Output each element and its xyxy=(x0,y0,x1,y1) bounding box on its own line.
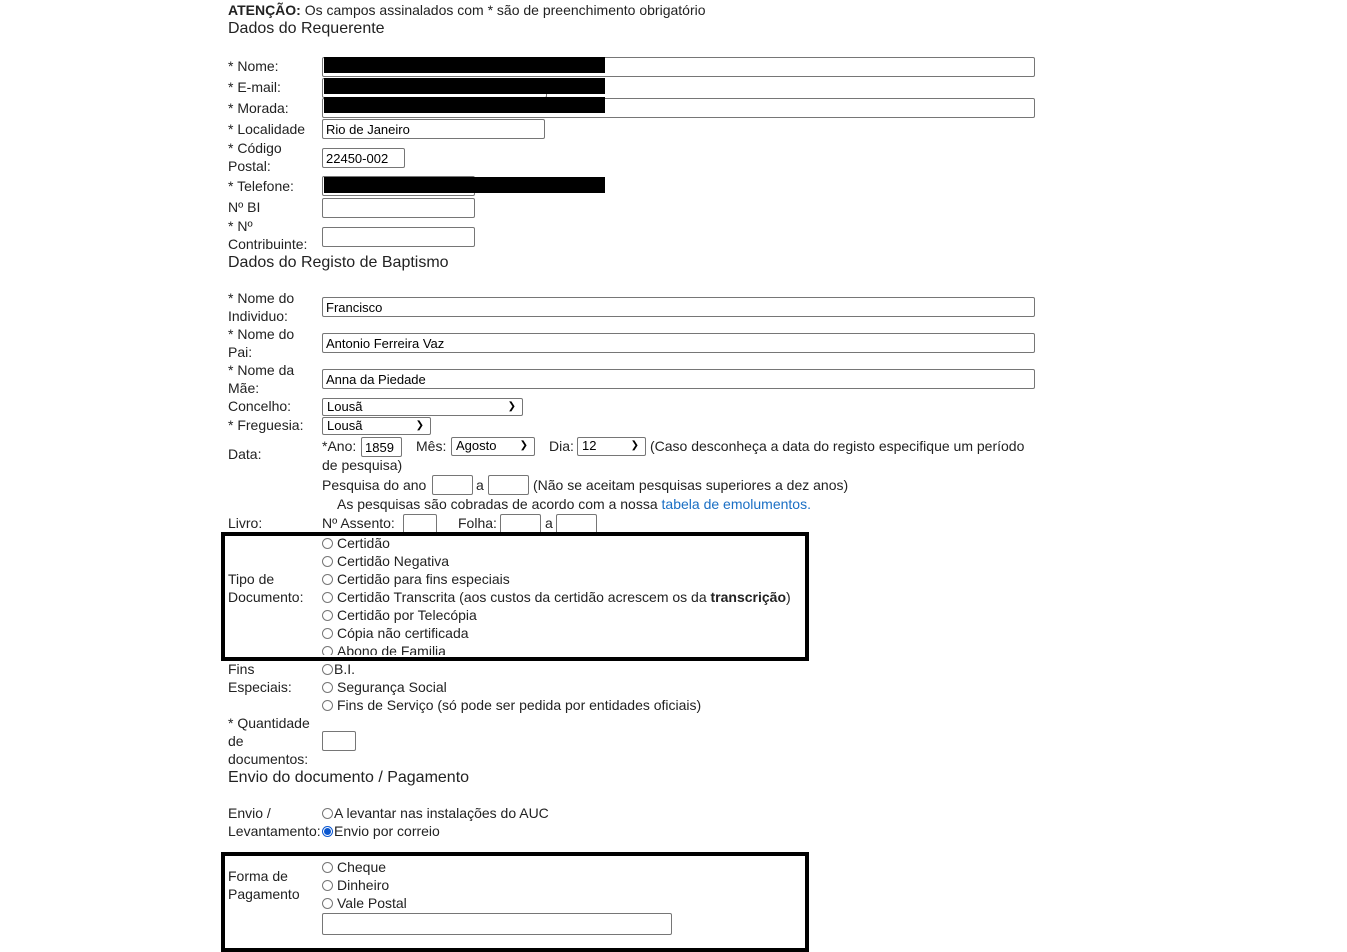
contribuinte-label-1: * Nº xyxy=(228,218,253,234)
email-label: * E-mail: xyxy=(228,79,281,95)
option-label: Certidão Transcrita (aos custos da certidão acrescem os da xyxy=(337,589,711,605)
envio-label-2: Levantamento: xyxy=(228,823,321,839)
quantidade-label-1: * Quantidade xyxy=(228,715,310,731)
tipo-documento-label-2: Documento: xyxy=(228,589,304,605)
fins-label-2: Especiais: xyxy=(228,679,292,695)
option-label: Dinheiro xyxy=(337,877,390,893)
individuo-input[interactable] xyxy=(322,297,1035,317)
envio-label-1: Envio / xyxy=(228,805,271,821)
freguesia-value: Lousã xyxy=(327,418,363,433)
radio-button[interactable] xyxy=(322,700,333,711)
folha-a-label: a xyxy=(545,515,553,531)
radio-button[interactable] xyxy=(322,646,333,655)
concelho-select[interactable] xyxy=(322,398,523,416)
localidade-label: * Localidade xyxy=(228,121,306,137)
quantidade-label-3: documentos: xyxy=(228,751,309,767)
individuo-label-1: * Nome do xyxy=(228,290,295,306)
quantidade-input[interactable] xyxy=(322,731,356,751)
freguesia-label: * Freguesia: xyxy=(228,417,304,433)
individuo-label-2: Individuo: xyxy=(228,308,288,324)
radio-button[interactable] xyxy=(322,664,333,675)
tipo-option-certidao-negativa[interactable] xyxy=(322,552,449,570)
freguesia-select[interactable] xyxy=(322,417,431,435)
pagamento-detail-input[interactable] xyxy=(322,913,672,935)
section-title-requerente: Dados do Requerente xyxy=(228,20,385,37)
bi-label: Nº BI xyxy=(228,199,261,215)
option-label: Certidão para fins especiais xyxy=(337,571,510,587)
option-label: Certidão xyxy=(337,535,390,551)
radio-button[interactable] xyxy=(322,898,333,909)
pesquisa-label: Pesquisa do ano xyxy=(322,477,427,493)
data-hint-2: de pesquisa) xyxy=(322,457,403,473)
pagamento-label-1: Forma de xyxy=(228,868,288,884)
mae-label-2: Mãe: xyxy=(228,380,260,396)
tipo-documento-label-1: Tipo de xyxy=(228,571,275,587)
mes-label: Mês: xyxy=(416,438,447,454)
option-label: Abono de Familia xyxy=(337,643,446,655)
option-label: Cópia não certificada xyxy=(337,625,469,641)
fins-option-bi[interactable] xyxy=(322,660,355,678)
pagamento-option-cheque[interactable] xyxy=(322,858,386,876)
nome-label: * Nome: xyxy=(228,58,279,74)
fins-label-1: Fins xyxy=(228,661,255,677)
mes-select[interactable] xyxy=(451,437,535,456)
option-label: Segurança Social xyxy=(337,679,447,695)
mae-label-1: * Nome da xyxy=(228,362,295,378)
quantidade-label-2: de xyxy=(228,733,244,749)
assento-label: Nº Assento: xyxy=(322,515,395,531)
fins-option-seguranca-social[interactable] xyxy=(322,678,447,696)
section-title-envio: Envio do documento / Pagamento xyxy=(228,769,470,786)
option-label: Fins de Serviço (só pode ser pedida por entidades oficiais) xyxy=(337,697,702,713)
codigo-label-2: Postal: xyxy=(228,158,271,174)
folha-label: Folha: xyxy=(458,515,497,531)
envio-option-correio[interactable] xyxy=(322,822,440,840)
pesquisa-a-label: a xyxy=(476,477,484,493)
pagamento-label-2: Pagamento xyxy=(228,886,300,902)
radio-button[interactable] xyxy=(322,592,333,603)
radio-button[interactable] xyxy=(322,862,333,873)
tipo-option-fins-especiais[interactable] xyxy=(322,570,510,588)
folha-ate-input[interactable] xyxy=(556,514,597,534)
option-label: B.I. xyxy=(334,661,356,677)
codigo-postal-input[interactable] xyxy=(322,148,405,168)
pagamento-box xyxy=(221,852,809,952)
envio-option-levantar[interactable] xyxy=(322,804,549,822)
morada-label: * Morada: xyxy=(228,100,289,116)
option-label: Certidão por Telecópia xyxy=(337,607,477,623)
mae-input[interactable] xyxy=(322,369,1035,389)
pai-label-1: * Nome do xyxy=(228,326,295,342)
codigo-label-1: * Código xyxy=(228,140,282,156)
radio-button[interactable] xyxy=(322,610,333,621)
pagamento-option-dinheiro[interactable] xyxy=(322,876,389,894)
redaction-bar xyxy=(324,97,605,113)
mes-value: Agosto xyxy=(456,438,497,453)
pesquisa-ano-de-input[interactable] xyxy=(432,475,473,495)
tipo-option-abono[interactable] xyxy=(322,642,446,655)
section-title-baptismo: Dados do Registo de Baptismo xyxy=(228,254,449,271)
pai-label-2: Pai: xyxy=(228,344,253,360)
redaction-bar xyxy=(324,78,605,94)
localidade-input[interactable] xyxy=(322,119,545,139)
cobranca-sentence: As pesquisas são cobradas de acordo com a nossa xyxy=(337,496,662,512)
pesquisa-hint: (Não se aceitam pesquisas superiores a dez anos) xyxy=(533,477,849,493)
option-label: A levantar nas instalações do AUC xyxy=(334,805,549,821)
telefone-label: * Telefone: xyxy=(228,178,294,194)
option-label: Cheque xyxy=(337,859,387,875)
chevron-down-icon: ❯ xyxy=(519,440,528,451)
transcricao-close: ) xyxy=(786,589,791,605)
radio-button[interactable] xyxy=(322,682,333,693)
contribuinte-input[interactable] xyxy=(322,227,475,247)
dia-select[interactable] xyxy=(577,437,646,456)
option-label: Certidão Negativa xyxy=(337,553,450,569)
dia-value: 12 xyxy=(582,438,597,453)
pesquisa-ano-ate-input[interactable] xyxy=(488,475,529,495)
data-label: Data: xyxy=(228,446,262,462)
assento-input[interactable] xyxy=(403,514,437,534)
chevron-down-icon: ❯ xyxy=(630,440,639,451)
transcricao-bold: transcrição xyxy=(710,589,786,605)
tipo-option-transcrita[interactable] xyxy=(322,588,791,606)
cobranca-text xyxy=(337,495,811,513)
option-label: Vale Postal xyxy=(337,895,407,911)
radio-button[interactable] xyxy=(322,880,333,891)
tipo-option-telecopia[interactable] xyxy=(322,606,477,624)
notice-bold: ATENÇÃO: xyxy=(228,2,301,18)
fins-option-servico[interactable] xyxy=(322,696,701,714)
folha-de-input[interactable] xyxy=(500,514,541,534)
radio-button[interactable] xyxy=(322,538,333,549)
redaction-bar xyxy=(324,57,605,73)
concelho-label: Concelho: xyxy=(228,398,292,414)
tipo-option-certidao[interactable] xyxy=(322,534,390,552)
bi-input[interactable] xyxy=(322,198,475,218)
radio-button[interactable] xyxy=(322,808,333,819)
livro-label: Livro: xyxy=(228,515,263,531)
radio-button[interactable] xyxy=(322,628,333,639)
ano-input[interactable] xyxy=(361,437,402,457)
tabela-emolumentos-link[interactable]: tabela de emolumentos. xyxy=(661,496,811,512)
contribuinte-label-2: Contribuinte: xyxy=(228,236,308,252)
radio-button-selected[interactable] xyxy=(322,826,333,837)
chevron-down-icon: ❯ xyxy=(415,420,424,431)
ano-label: *Ano: xyxy=(322,438,357,454)
pagamento-option-vale-postal[interactable] xyxy=(322,894,407,912)
option-label: Envio por correio xyxy=(334,823,440,839)
concelho-value: Lousã xyxy=(327,399,363,414)
chevron-down-icon: ❯ xyxy=(507,401,516,412)
data-hint-1: (Caso desconheça a data do registo especifique um período xyxy=(650,438,1025,454)
pai-input[interactable] xyxy=(322,333,1035,353)
dia-label: Dia: xyxy=(549,438,574,454)
required-notice xyxy=(228,1,706,19)
tipo-option-copia[interactable] xyxy=(322,624,469,642)
notice-text: Os campos assinalados com * são de preenchimento obrigatório xyxy=(300,2,706,18)
radio-button[interactable] xyxy=(322,574,333,585)
redaction-bar xyxy=(324,177,605,193)
radio-button[interactable] xyxy=(322,556,333,567)
